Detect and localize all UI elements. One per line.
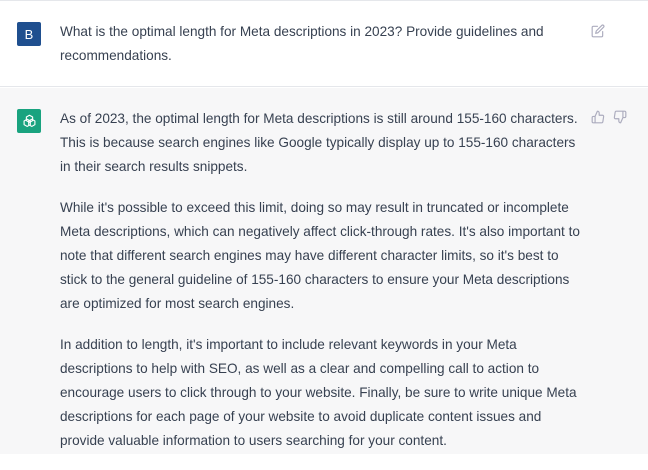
assistant-message-row xyxy=(0,88,648,454)
assistant-message-text xyxy=(60,107,582,470)
user-message-row xyxy=(0,1,648,87)
assistant-paragraph: As of 2023, the optimal length for Meta descriptions is still around 155-160 characters. This is because search engines like Google typically display up to 155-160 characters in their search results snippets. xyxy=(60,111,578,174)
user-avatar-letter: B xyxy=(24,26,34,42)
assistant-paragraph: In addition to length, it's important to include relevant keywords in your Meta descriptions to help with SEO, as well as a clear and compelling call to action to encourage users to click through to your website. Finally, be sure to write unique Meta descriptions for each page of your website to avoid duplicate content issues and provide valuable information to users searching for your content. xyxy=(60,337,577,448)
openai-logo-icon xyxy=(21,113,38,130)
assistant-paragraph: While it's possible to exceed this limit, doing so may result in truncated or incomplete Meta descriptions, which can negatively affect click-through rates. It's also important to note that different search engines may have different character limits, so it's best to stick to the general guideline of 155-160 characters to ensure your Meta descriptions are optimized for most search engines. xyxy=(60,200,580,311)
user-message-text: What is the optimal length for Meta descriptions in 2023? Provide guidelines and recommendations. xyxy=(60,24,544,63)
user-avatar xyxy=(17,22,41,46)
edit-pencil-icon xyxy=(591,24,605,38)
assistant-avatar xyxy=(17,109,41,133)
thumbs-up-button[interactable] xyxy=(590,109,606,125)
thumbs-down-button[interactable] xyxy=(612,109,628,125)
thumbs-down-icon xyxy=(613,110,627,124)
thumbs-up-icon xyxy=(591,110,605,124)
edit-button[interactable] xyxy=(590,23,606,39)
